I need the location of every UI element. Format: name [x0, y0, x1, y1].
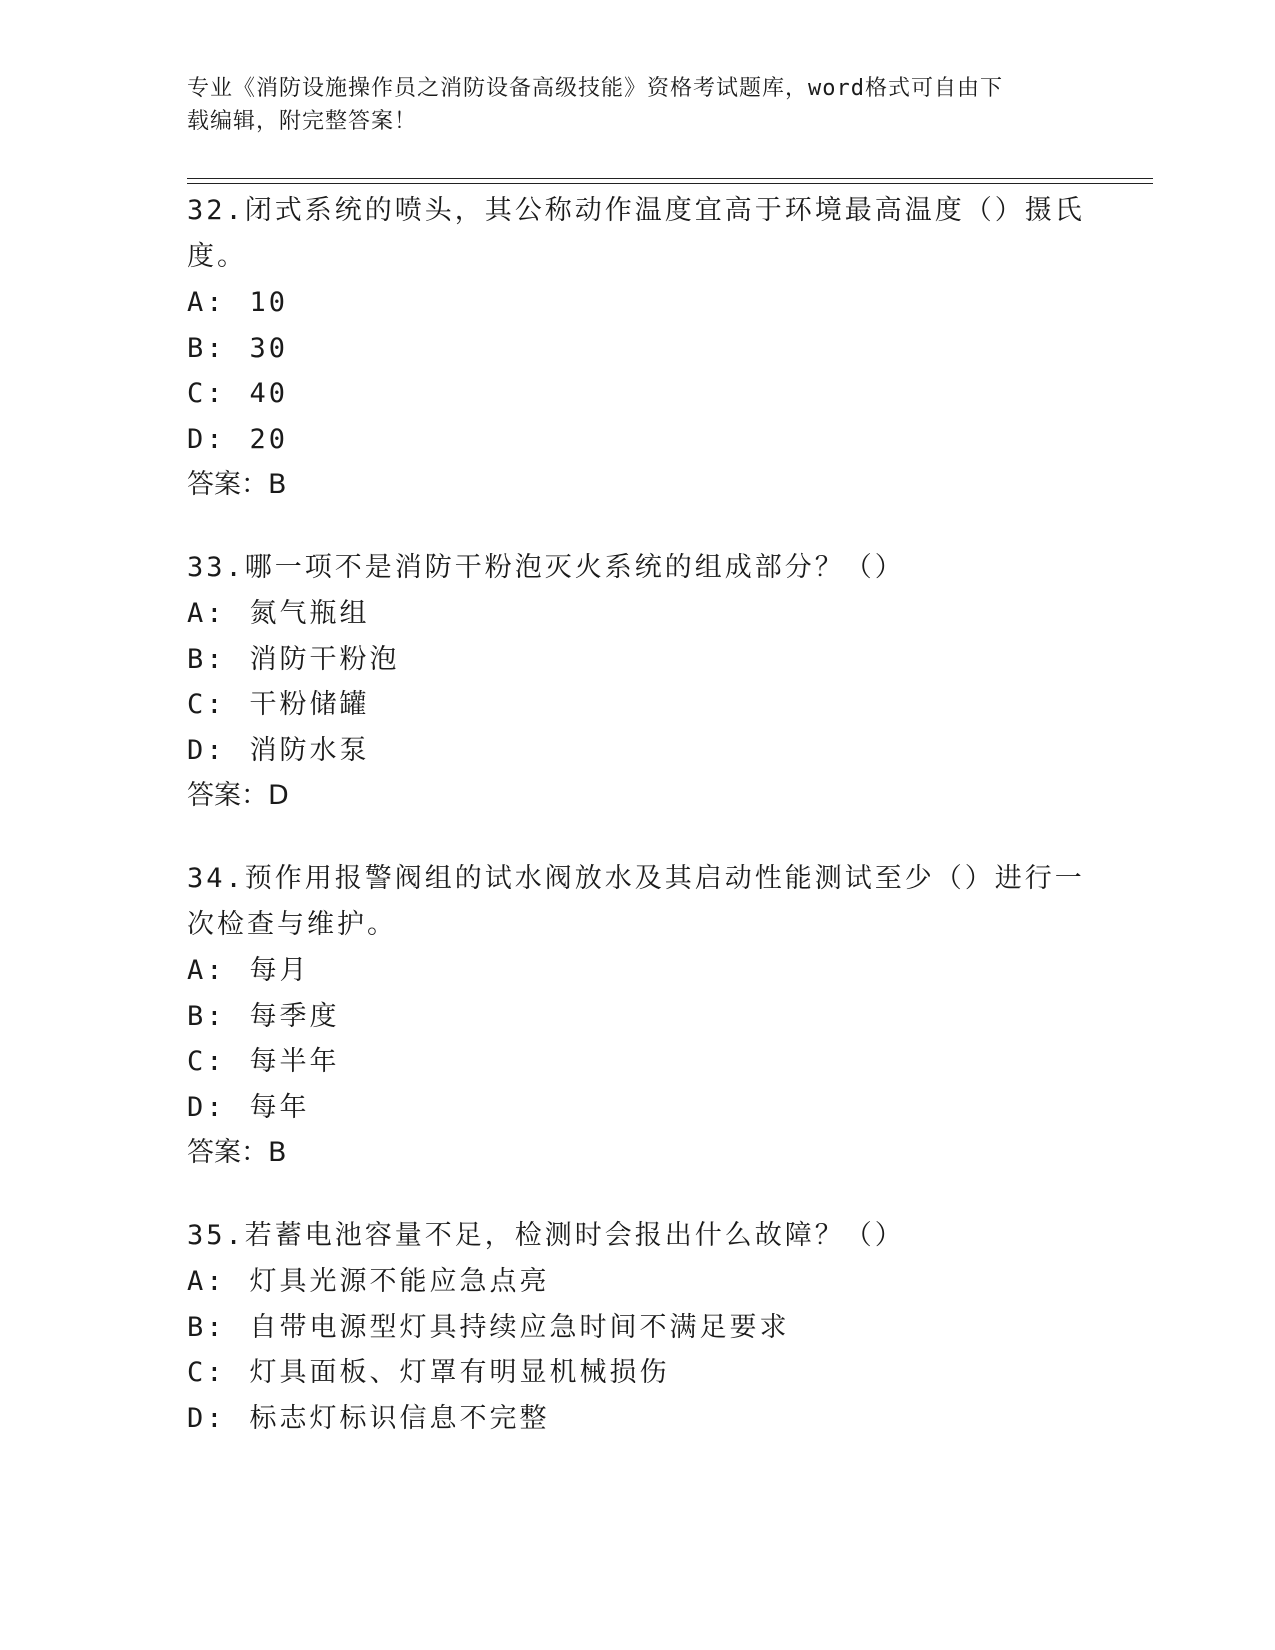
- option-text: 灯具面板、灯罩有明显机械损伤: [249, 1357, 670, 1388]
- option-a: [187, 591, 1087, 637]
- option-d: [187, 1085, 1087, 1131]
- header-line-1: 专业《消防设施操作员之消防设备高级技能》资格考试题库，word格式可自由下: [187, 76, 1003, 101]
- header-divider-bottom: [187, 183, 1153, 184]
- question-35: [187, 1213, 1087, 1441]
- option-a: [187, 280, 1087, 326]
- option-label: C:: [187, 378, 226, 409]
- question-text: 35.若蓄电池容量不足，检测时会报出什么故障？（）: [187, 1220, 905, 1251]
- header-divider-top: [187, 178, 1153, 179]
- option-text: 30: [249, 332, 289, 364]
- document-header: [187, 72, 1067, 138]
- option-text: 自带电源型灯具持续应急时间不满足要求: [249, 1311, 790, 1343]
- option-b: [187, 1305, 1087, 1351]
- option-label: D:: [187, 1402, 226, 1434]
- option-d: [187, 1396, 1087, 1442]
- option-text: 40: [249, 378, 289, 409]
- option-text: 消防水泵: [249, 734, 370, 766]
- option-label: A:: [187, 287, 226, 318]
- option-text: 氮气瓶组: [249, 598, 370, 629]
- option-text: 10: [249, 287, 289, 318]
- question-list: [187, 188, 1087, 1479]
- option-a: [187, 948, 1087, 994]
- question-text: 33.哪一项不是消防干粉泡灭火系统的组成部分？（）: [187, 552, 905, 583]
- option-d: [187, 728, 1087, 774]
- header-line-2: 载编辑，附完整答案！: [187, 109, 418, 134]
- option-label: A:: [187, 1266, 226, 1297]
- option-label: D:: [187, 423, 226, 455]
- answer: 答案：B: [187, 1137, 287, 1168]
- option-text: 灯具光源不能应急点亮: [249, 1266, 550, 1297]
- option-text: 20: [249, 423, 289, 455]
- option-text: 每季度: [249, 1000, 340, 1032]
- question-32: [187, 188, 1087, 507]
- option-label: B:: [187, 1000, 226, 1032]
- option-label: A:: [187, 955, 226, 986]
- option-d: [187, 417, 1087, 463]
- option-label: C:: [187, 689, 226, 720]
- option-c: [187, 1039, 1087, 1085]
- option-text: 消防干粉泡: [249, 643, 400, 675]
- option-c: [187, 371, 1087, 417]
- question-text: 34.预作用报警阀组的试水阀放水及其启动性能测试至少（）进行一次检查与维护。: [187, 863, 1085, 940]
- option-label: D:: [187, 734, 226, 766]
- option-label: B:: [187, 1311, 226, 1343]
- answer: 答案：D: [187, 780, 289, 811]
- option-text: 标志灯标识信息不完整: [249, 1402, 550, 1434]
- option-label: C:: [187, 1046, 226, 1077]
- option-a: [187, 1259, 1087, 1305]
- option-label: A:: [187, 598, 226, 629]
- option-text: 每年: [249, 1091, 310, 1123]
- option-b: [187, 994, 1087, 1040]
- question-text: 32.闭式系统的喷头，其公称动作温度宜高于环境最高温度（）摄氏度。: [187, 195, 1085, 272]
- question-33: [187, 545, 1087, 818]
- option-c: [187, 1350, 1087, 1396]
- option-label: C:: [187, 1357, 226, 1388]
- answer: 答案：B: [187, 469, 287, 500]
- option-label: B:: [187, 643, 226, 675]
- option-text: 每半年: [249, 1046, 340, 1077]
- option-label: D:: [187, 1091, 226, 1123]
- option-c: [187, 682, 1087, 728]
- option-b: [187, 637, 1087, 683]
- option-label: B:: [187, 332, 226, 364]
- option-b: [187, 326, 1087, 372]
- option-text: 每月: [249, 955, 310, 986]
- question-34: [187, 856, 1087, 1175]
- option-text: 干粉储罐: [249, 689, 370, 720]
